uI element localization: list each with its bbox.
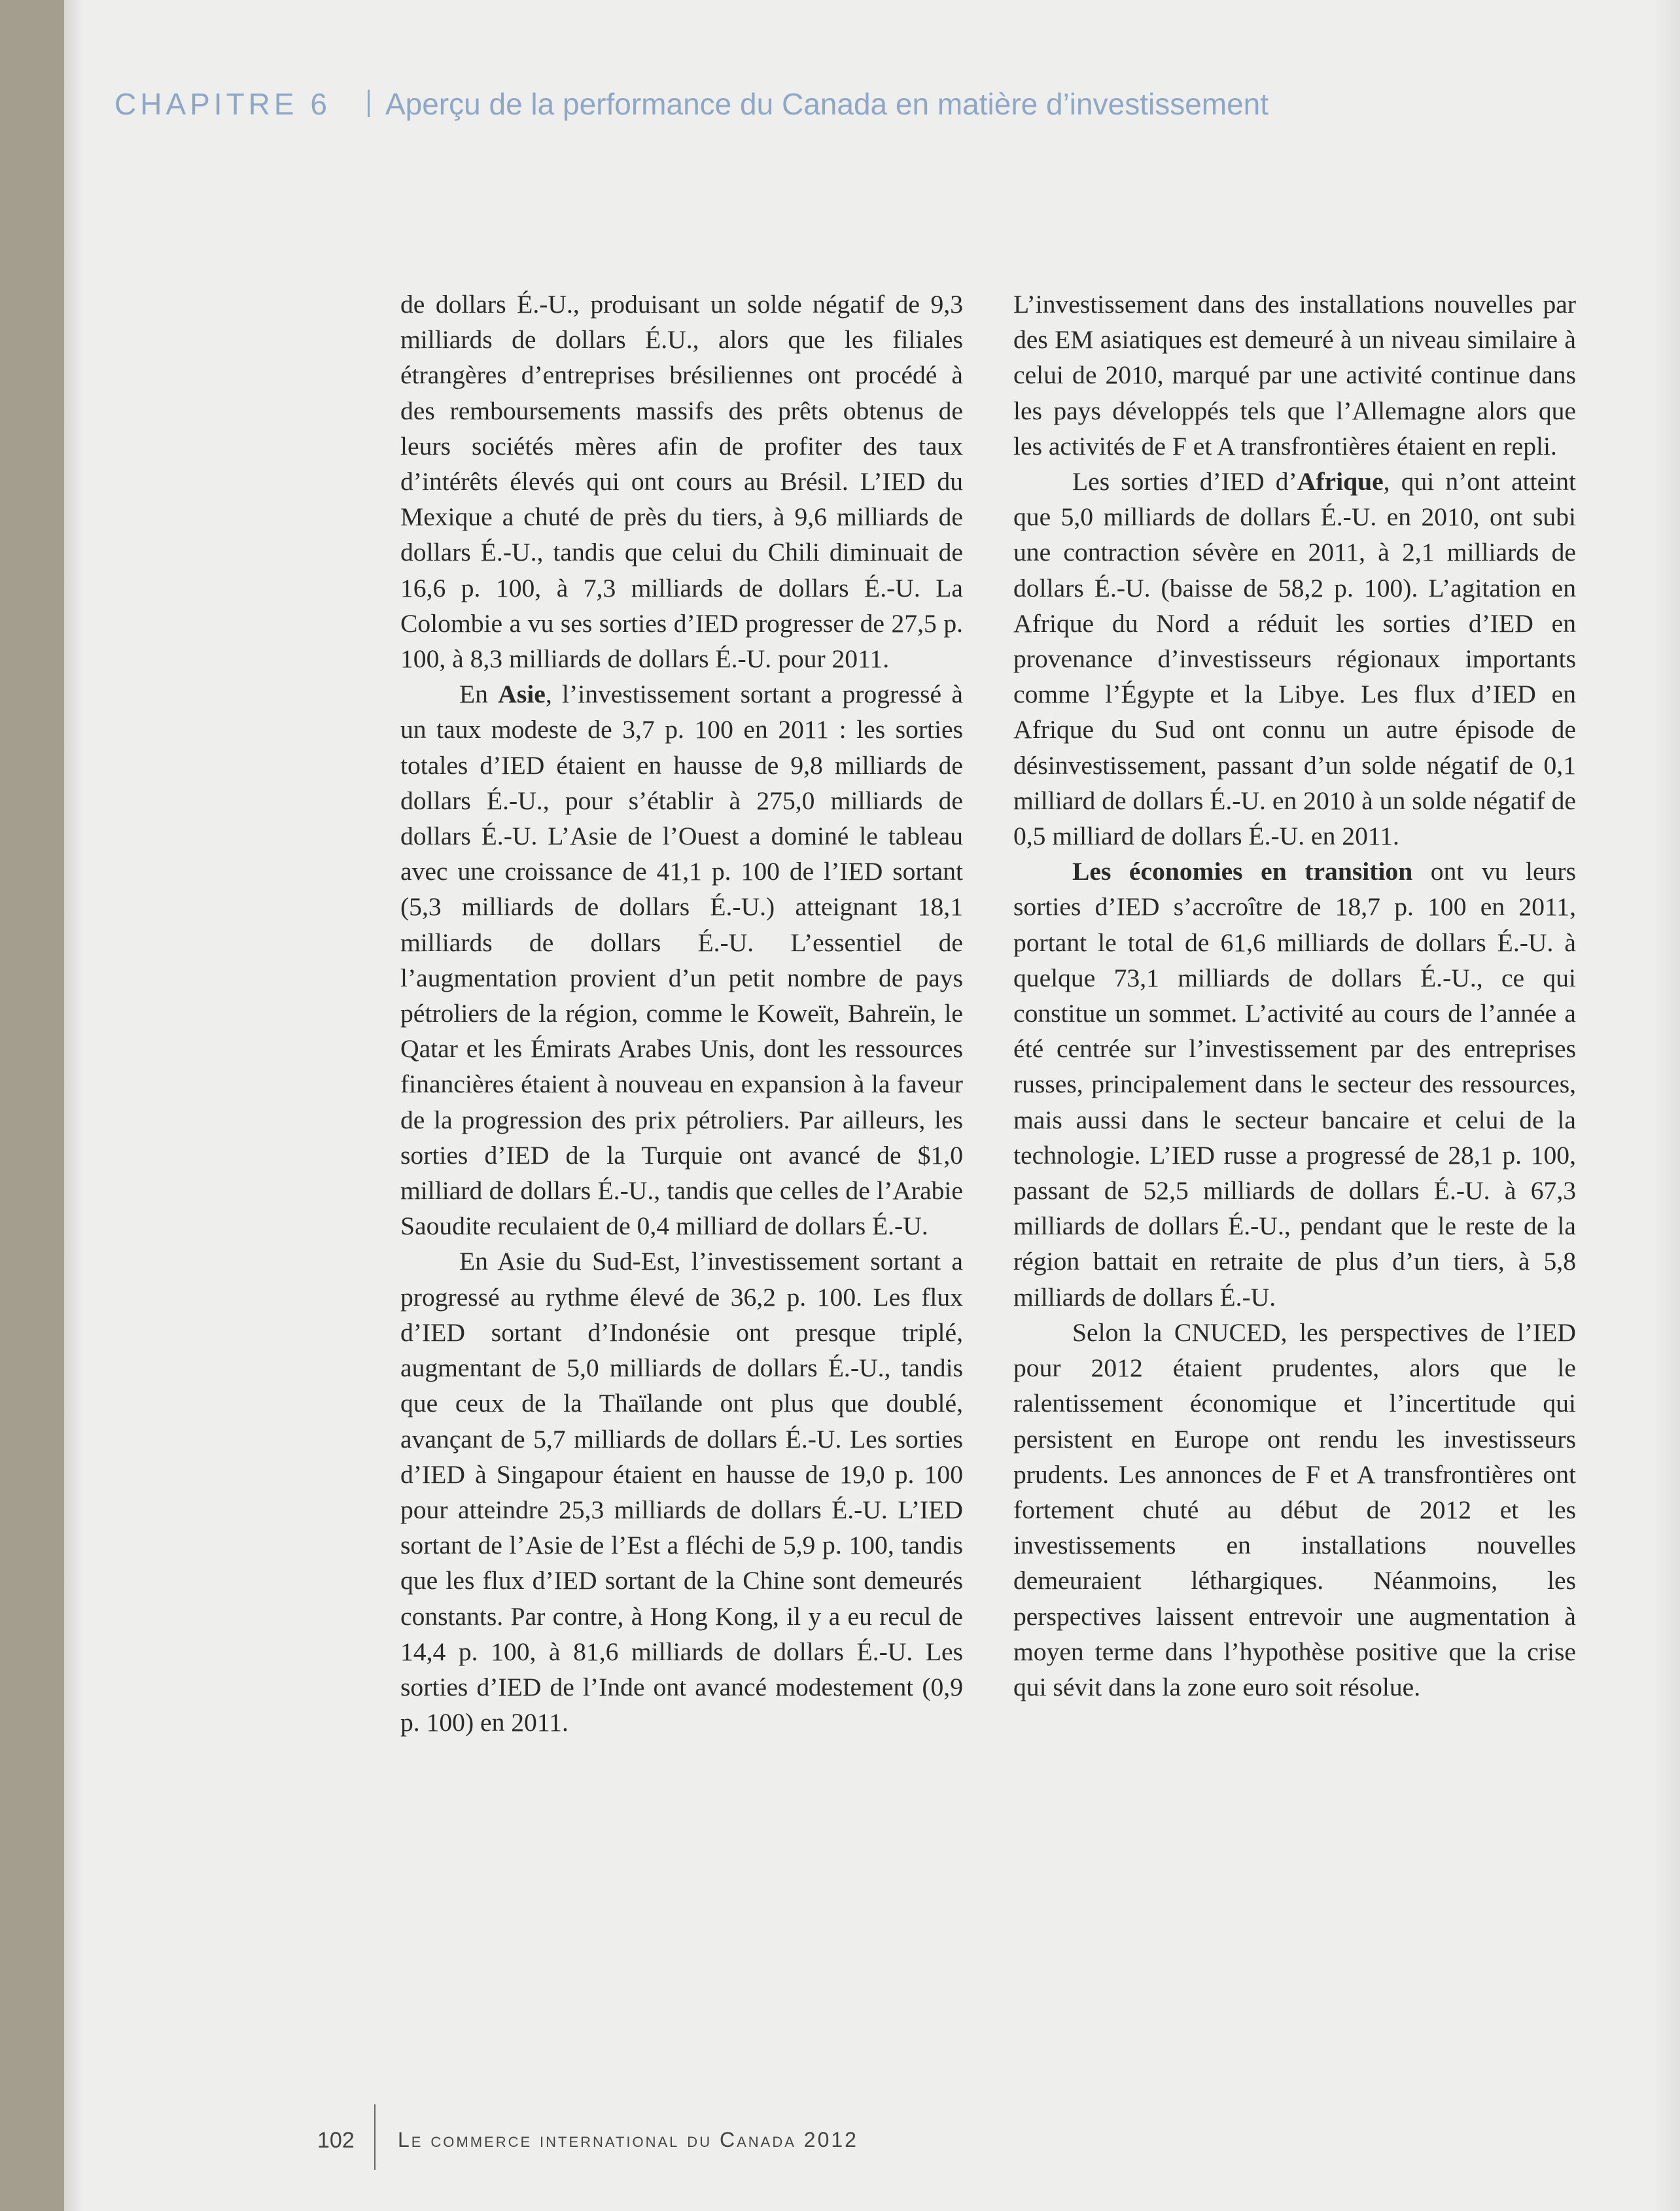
- paragraph-africa-start: Les sorties d’IED d’: [1072, 467, 1297, 496]
- paragraph-africa: [1013, 464, 1576, 854]
- footer-separator: [374, 2104, 376, 2170]
- chapter-label: CHAPITRE 6: [114, 87, 331, 121]
- left-column: [400, 287, 963, 1740]
- keyword-asie: Asie: [498, 680, 546, 709]
- page-edge-shadow: [1654, 0, 1680, 2211]
- paragraph-asia-start: En: [459, 680, 499, 709]
- page-number: 102: [317, 2128, 355, 2153]
- paragraph-transition-economies: [1013, 854, 1576, 1315]
- paragraph-asia-rest: , l’investissement sortant a progressé à un taux modeste de 3,7 p. 100 en 2011 : les sorties totales d’IED étaient en hausse de 9,8 milliards de dollars É.-U., pour s’établir à 275,0 milliards de dollars É.-U. L’Asie de l’Ouest a dominé le tableau avec une croissance de 41,1 p. 100 de l’IED sortant (5,3 milliards de dollars É.-U.) atteignant 18,1 milliards de dollars É.-U. L’essentiel de l’augmentation provient d’un petit nombre de pays pétroliers de la région, comme le Koweït, Bahreïn, le Qatar et les Émirats Arabes Unis, dont les ressources financières étaient à nouveau en expansion à la faveur de la progression des prix pétroliers. Par ailleurs, les sorties d’IED de la Turquie ont avancé de $1,0 milliard de dollars É.-U., tandis que celles de l’Arabie Saoudite reculaient de 0,4 milliard de dollars É.-U.: [400, 680, 963, 1241]
- paragraph-brazil-mexico: de dollars É.-U., produisant un solde négatif de 9,3 milliards de dollars É.U., alors que les filiales étrangères d’entreprises brésiliennes ont procédé à des remboursements massifs des prêts obtenus de leurs sociétés mères afin de profiter des taux d’intérêts élevés qui ont cours au Brésil. L’IED du Mexique a chuté de près du tiers, à 9,6 milliards de dollars É.-U., tandis que celui du Chili diminuait de 16,6 p. 100, à 7,3 milliards de dollars É.-U. La Colombie a vu ses sorties d’IED progresser de 27,5 p. 100, à 8,3 milliards de dollars É.-U. pour 2011.: [400, 290, 963, 674]
- paragraph-africa-rest: , qui n’ont atteint que 5,0 milliards de dollars É.-U. en 2010, ont subi une contraction sévère en 2011, à 2,1 milliards de dollars É.-U. (baisse de 58,2 p. 100). L’agitation en Afrique du Nord a réduit les sorties d’IED en provenance d’investisseurs régionaux importants comme l’Égypte et la Libye. Les flux d’IED en Afrique du Sud ont connu un autre épisode de désinvestissement, passant d’un solde négatif de 0,1 milliard de dollars É.-U. en 2010 à un solde négatif de 0,5 milliard de dollars É.-U. en 2011.: [1013, 467, 1576, 851]
- paragraph-transition-rest: ont vu leurs sorties d’IED s’accroître de 18,7 p. 100 en 2011, portant le total de 61,6 milliards de dollars É.-U. à quelque 73,1 milliards de dollars É.-U., ce qui constitue un sommet. L’activité au cours de l’année a été centrée sur l’investissement par des entreprises russes, principalement dans le secteur des ressources, mais aussi dans le secteur bancaire et celui de la technologie. L’IED russe a progressé de 28,1 p. 100, passant de 52,5 milliards de dollars É.-U. à 67,3 milliards de dollars É.-U., pendant que le reste de la région battait en retraite de plus d’un tiers, à 5,8 milliards de dollars É.-U.: [1013, 857, 1576, 1312]
- paragraph-greenfield: L’investissement dans des installations nouvelles par des EM asiatiques est demeuré à un niveau similaire à celui de 2010, marqué par une activité continue dans les pays développés tels que l’Allemagne alors que les activités de F et A transfrontières étaient en repli.: [1013, 290, 1576, 461]
- keyword-transition: Les économies en transition: [1072, 857, 1413, 886]
- chapter-title: Aperçu de la performance du Canada en matière d’investissement: [385, 87, 1269, 121]
- page-footer: [0, 2123, 1680, 2175]
- paragraph-southeast-asia: En Asie du Sud-Est, l’investissement sortant a progressé au rythme élevé de 36,2 p. 100. Les flux d’IED sortant d’Indonésie ont presque triplé, augmentant de 5,0 milliards de dollars É.-U., tandis que ceux de la Thaïlande ont plus que doublé, avançant de 5,7 milliards de dollars É.-U. Les sorties d’IED à Singapour étaient en hausse de 19,0 p. 100 pour atteindre 25,3 milliards de dollars É.-U. L’IED sortant de l’Asie de l’Est a fléchi de 5,9 p. 100, tandis que les flux d’IED sortant de la Chine sont demeurés constants. Par contre, à Hong Kong, il y a eu recul de 14,4 p. 100, à 81,6 milliards de dollars É.-U. Les sorties d’IED de l’Inde ont avancé modestement (0,9 p. 100) en 2011.: [400, 1247, 963, 1737]
- book-spine: [0, 0, 64, 2211]
- paragraph-outlook: Selon la CNUCED, les perspectives de l’IED pour 2012 étaient prudentes, alors que le ralentissement économique et l’incertitude qui persistent en Europe ont rendu les investisseurs prudents. Les annonces de F et A transfrontières ont fortement chuté au début de 2012 et les investissements en installations nouvelles demeuraient léthargiques. Néanmoins, les perspectives laissent entrevoir une augmentation à moyen terme dans l’hypothèse positive que la crise qui sévit dans la zone euro soit résolue.: [1013, 1317, 1576, 1701]
- keyword-afrique: Afrique: [1297, 467, 1384, 496]
- header-separator: [368, 90, 370, 117]
- running-header: [114, 86, 1269, 122]
- paragraph-asia: [400, 676, 963, 1244]
- right-column: [1013, 287, 1576, 1705]
- spine-shadow: [64, 0, 84, 2211]
- publication-title: Le commerce international du Canada 2012: [398, 2128, 858, 2151]
